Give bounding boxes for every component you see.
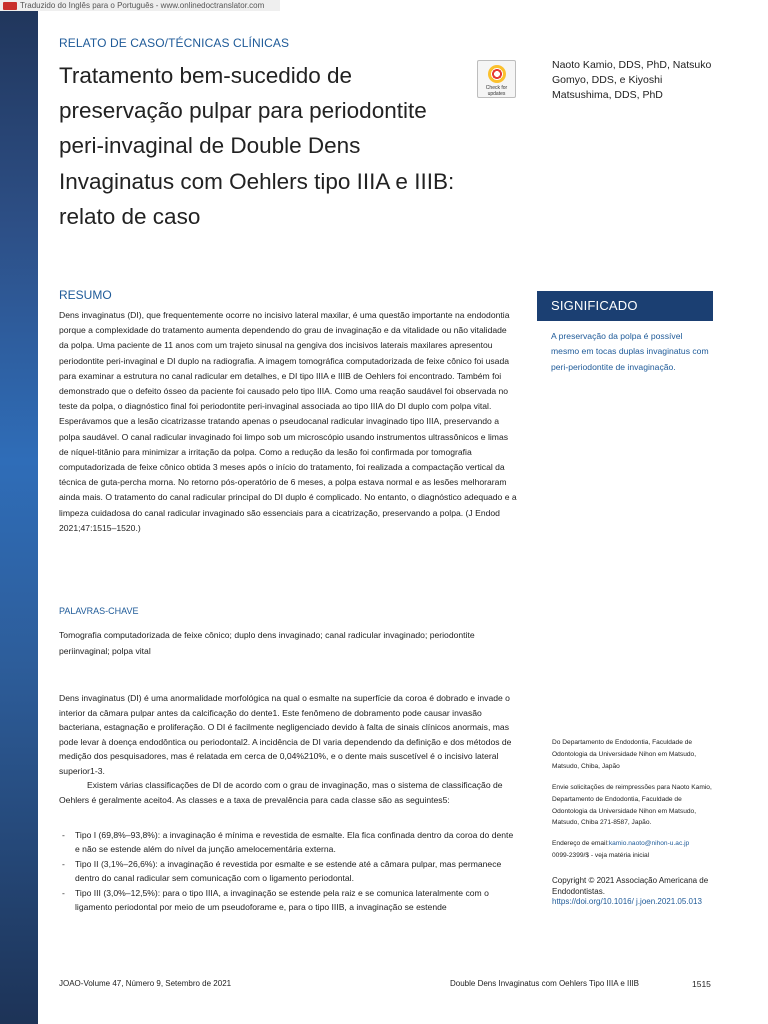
check-for-updates-badge[interactable] [477,60,516,98]
email-line [552,838,712,850]
doi-link[interactable]: https://doi.org/10.1016/ j.joen.2021.05.013 [552,897,702,907]
reprint-requests-text: Envie solicitações de reimpressões para Naoto Kamio, Departamento de Endodontia, Faculdade de Odontologia da Universidade Nihon em Matsudo, Matsudo, Chiba 271-8587, Japão. [552,783,712,827]
author-email-link[interactable]: kamio.naoto@nihon-u.ac.jp [608,840,690,848]
left-decorative-band [0,0,38,1024]
abstract-heading: RESUMO [59,288,112,302]
crossmark-icon [488,65,506,83]
body-paragraph-2: Existem várias classificações de DI de acordo com o grau de invaginação, mas o sistema de classificação de Oehlers é geralmente aceito4. As classes e a taxa de prevalência para cada classe são as seguintes5: [59,780,503,805]
list-item: - Tipo III (3,0%–12,5%): para o tipo IIIA, a invaginação se estende pela raiz e se comunica lateralmente com o ligamento periodontal por meio de um pseudoforame e, para o tipo IIIB, a invaginação se estende [62,886,518,915]
translation-banner[interactable] [0,0,280,11]
translator-logo-icon [3,2,17,10]
department-text: Do Departamento de Endodontia, Faculdade de Odontologia da Universidade Nihon em Matsudo, Matsudo, Chiba, Japão [552,739,697,770]
author-affiliation [552,737,712,871]
oehlers-classification-list [62,828,518,914]
keywords-heading: PALAVRAS-CHAVE [59,606,139,616]
email-label: Endereço de email: [552,840,609,848]
significance-text: A preservação da polpa é possível mesmo em tocas duplas invaginatus com peri-periodontite de invaginação. [551,331,709,372]
copyright-block [552,876,712,908]
list-item: - Tipo I (69,8%–93,8%): a invaginação é mínima e revestida de esmalte. Ela fica confinada dentro da coroa do dente e não se estende além do nível da junção amelocementária externa. [62,828,518,857]
abstract-text: Dens invaginatus (DI), que frequentemente ocorre no incisivo lateral maxilar, é uma questão importante na endodontia porque a complexidade do tratamento aumenta dependendo do grau de invaginação e da vitalidade ou não vitalidade da polpa. Uma paciente de 11 anos com um trajeto sinusal na gengiva dos incisivos laterais maxilares apresentou periodontite peri-invaginal e DI duplo na radiografia. A imagem tomográfica computadorizada de feixe cônico foi usada para examinar a estrutura no canal radicular em detalhes, e DI tipo IIIA e IIIB de Oehlers foi encontrado. Também foi demonstrado que o defeito ósseo da paciente foi causado pelo tipo IIIA. Como uma reação saudável foi observada no teste da polpa, o diagnóstico final foi periodontite peri-invaginal associada ao tipo IIIA do DI duplo com polpa vital. Esperávamos que a lesão cicatrizasse tratando apenas o pseudocanal radicular invaginado tipo IIIA, preservando a polpa saudável. O canal radicular invaginado foi limpo sob um microscópio usando instrumentos ultrassônicos e limas de níquel-titânio para minimizar a irritação da polpa. Como a redução da lesão foi confirmada por tomografia computadorizada de feixe cônico obtida 3 meses após o início do tratamento, foi realizada a compactação vertical da técnica de guta-percha morna. No retorno pós-operatório de 6 meses, a polpa estava normal e as lesões melhoraram ainda mais. O tratamento do canal radicular principal do DI duplo é complicado. No entanto, o diagnóstico adequado e a limpeza cuidadosa do canal radicular invaginado são essenciais para a cicatrização, preservando a polpa. (J Endod 2021;47:1515–1520.) [59,310,517,533]
significance-heading: SIGNIFICADO [537,291,713,321]
keywords-text: Tomografia computadorizada de feixe cônico; duplo dens invaginado; canal radicular invaginado; periodontite periinvaginal; polpa vital [59,630,475,656]
page-number: 1515 [692,979,711,989]
footer-running-title: Double Dens Invaginatus com Oehlers Tipo IIIA e IIIB [450,979,639,988]
body-paragraph-1: Dens invaginatus (DI) é uma anormalidade morfológica na qual o esmalte na superfície da coroa é dobrado e invade o interior da câmara pulpar antes da calcificação do dente1. Este fenômeno de dobramento pode causar invasão bacteriana, estagnação e proliferação. O DI é facilmente negligenciado devido à falta de sinais clínicos anormais, mas pode levar à doença endodôntica ou periodontal2. A incidência de DI varia dependendo da definição e dos métodos de medição dos pesquisadores, mas é relatada em cerca de 0,04%210%, e o dente mais suscetível é o incisivo lateral superior1-3. [59,693,512,776]
issn-text: 0099-2399/$ - veja matéria inicial [552,852,650,860]
check-for-updates-label: Check for updates [485,85,508,97]
article-authors: Naoto Kamio, DDS, PhD, Natsuko Gomyo, DDS, e Kiyoshi Matsushima, DDS, PhD [552,59,712,101]
copyright-text: Copyright © 2021 Associação Americana de Endodontistas. [552,876,709,896]
article-title: Tratamento bem-sucedido de preservação pulpar para periodontite peri-invaginal de Double Dens Invaginatus com Oehlers tipo IIIA e IIIB: relato de caso [59,63,455,229]
footer-journal-info: JOAO-Volume 47, Número 9, Setembro de 2021 [59,979,232,988]
article-section-label: RELATO DE CASO/TÉCNICAS CLÍNICAS [59,36,290,50]
list-item: - Tipo II (3,1%–26,6%): a invaginação é revestida por esmalte e se estende até a câmara pulpar, mas permanece dentro do canal radicular sem comunicação com o ligamento periodontal. [62,857,518,886]
translation-banner-text: Traduzido do Inglês para o Português - www.onlinedoctranslator.com [20,1,265,10]
